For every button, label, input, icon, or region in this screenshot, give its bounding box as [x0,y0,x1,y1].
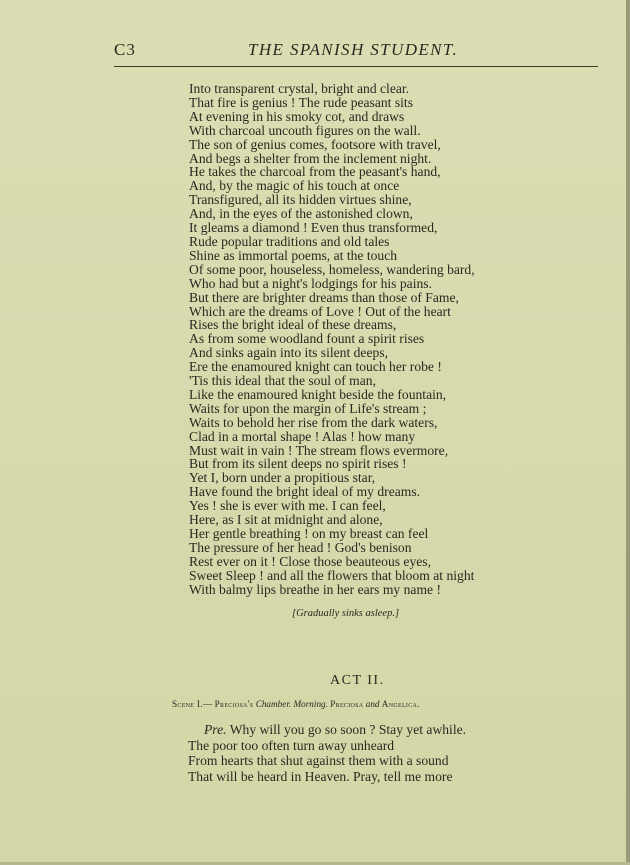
verse-line: Yet I, born under a propitious star, [189,470,376,486]
verse-line: Must wait in vain ! The stream flows evermore, [189,442,449,458]
verse-line: Yes ! she is ever with me. I can feel, [189,498,386,514]
verse-line: Her gentle breathing ! on my breast can feel [189,526,429,541]
verse-line: Ere the enamoured knight can touch her robe ! [189,359,442,375]
verse-line: Who had but a night's lodgings for his pains. [189,275,432,291]
dialogue-first-line [188,722,466,738]
verse-line: Here, as I sit at midnight and alone, [189,512,383,528]
dialogue-block [188,722,466,784]
dialogue-line: From hearts that shut against them with a sound [188,753,449,768]
verse-line: At evening in his smoky cot, and draws [189,108,405,124]
speaker-name: Pre. [204,722,227,737]
verse-line: Rises the bright ideal of these dreams, [189,317,397,333]
header-rule [114,66,598,67]
verse-line: That fire is genius ! The rude peasant sits [189,94,413,110]
verse-line: Rest ever on it ! Close those beauteous eyes, [189,553,431,569]
verse-line: Transfigured, all its hidden virtues shine, [189,192,412,208]
scene-chamber: Chamber. [255,699,292,709]
scene-character-b: Angelica. [381,699,420,709]
verse-line: Shine as immortal poems, at the touch [189,247,398,263]
scene-location: Preciosa's [214,699,254,709]
verse-line: Of some poor, houseless, homeless, wandering bard, [189,261,475,277]
act-heading: ACT II. [330,673,385,688]
scene-and: and [365,699,380,709]
verse-line: But there are brighter dreams than those of Fame, [189,289,459,305]
verse-line: Rude popular traditions and old tales [189,233,390,249]
verse-line: And, in the eyes of the astonished clown, [189,206,413,222]
running-title: THE SPANISH STUDENT. [248,40,459,59]
speech-text: Why will you go so soon ? Stay yet awhile. [229,722,467,737]
stage-direction: [Gradually sinks asleep.] [292,608,400,619]
verse-line: He takes the charcoal from the peasant's hand, [189,164,441,180]
verse-line: As from some woodland fount a spirit rises [189,331,425,347]
verse-line: 'Tis this ideal that the soul of man, [189,373,376,389]
verse-line: Clad in a mortal shape ! Alas ! how many [189,428,416,444]
verse-line: Sweet Sleep ! and all the flowers that bloom at night [189,567,475,583]
page-header [114,40,600,64]
verse-line: Which are the dreams of Love ! Out of the heart [189,303,451,319]
page-edge-right [626,0,630,865]
scene-heading [172,699,420,709]
scene-time: Morning. [293,699,328,709]
verse-block [189,82,475,597]
verse-line: Waits to behold her rise from the dark waters, [189,414,438,430]
verse-line: Into transparent crystal, bright and clear. [189,81,410,96]
scene-number: Scene I.— [172,699,213,709]
verse-line: But from its silent deeps no spirit rises ! [189,456,407,472]
page-number: C3 [114,40,136,59]
verse-line: Waits for upon the margin of Life's stream ; [189,400,427,416]
dialogue-line: The poor too often turn away unheard [188,737,395,753]
verse-line: With balmy lips breathe in her ears my name ! [189,581,441,597]
verse-line: Have found the bright ideal of my dreams. [189,484,421,500]
dialogue-line: That will be heard in Heaven. Pray, tell me more [188,768,453,784]
verse-line: Like the enamoured knight beside the fountain, [189,386,447,402]
verse-line: And begs a shelter from the inclement night. [189,150,432,166]
verse-line: It gleams a diamond ! Even thus transformed, [189,220,438,236]
scene-character-a: Preciosa [330,699,364,709]
verse-line: And sinks again into its silent deeps, [189,345,388,361]
verse-line: With charcoal uncouth figures on the wall. [189,122,421,138]
verse-line: The pressure of her head ! God's benison [189,539,412,555]
verse-line: The son of genius comes, footsore with travel, [189,136,441,152]
verse-line: And, by the magic of his touch at once [189,178,400,194]
